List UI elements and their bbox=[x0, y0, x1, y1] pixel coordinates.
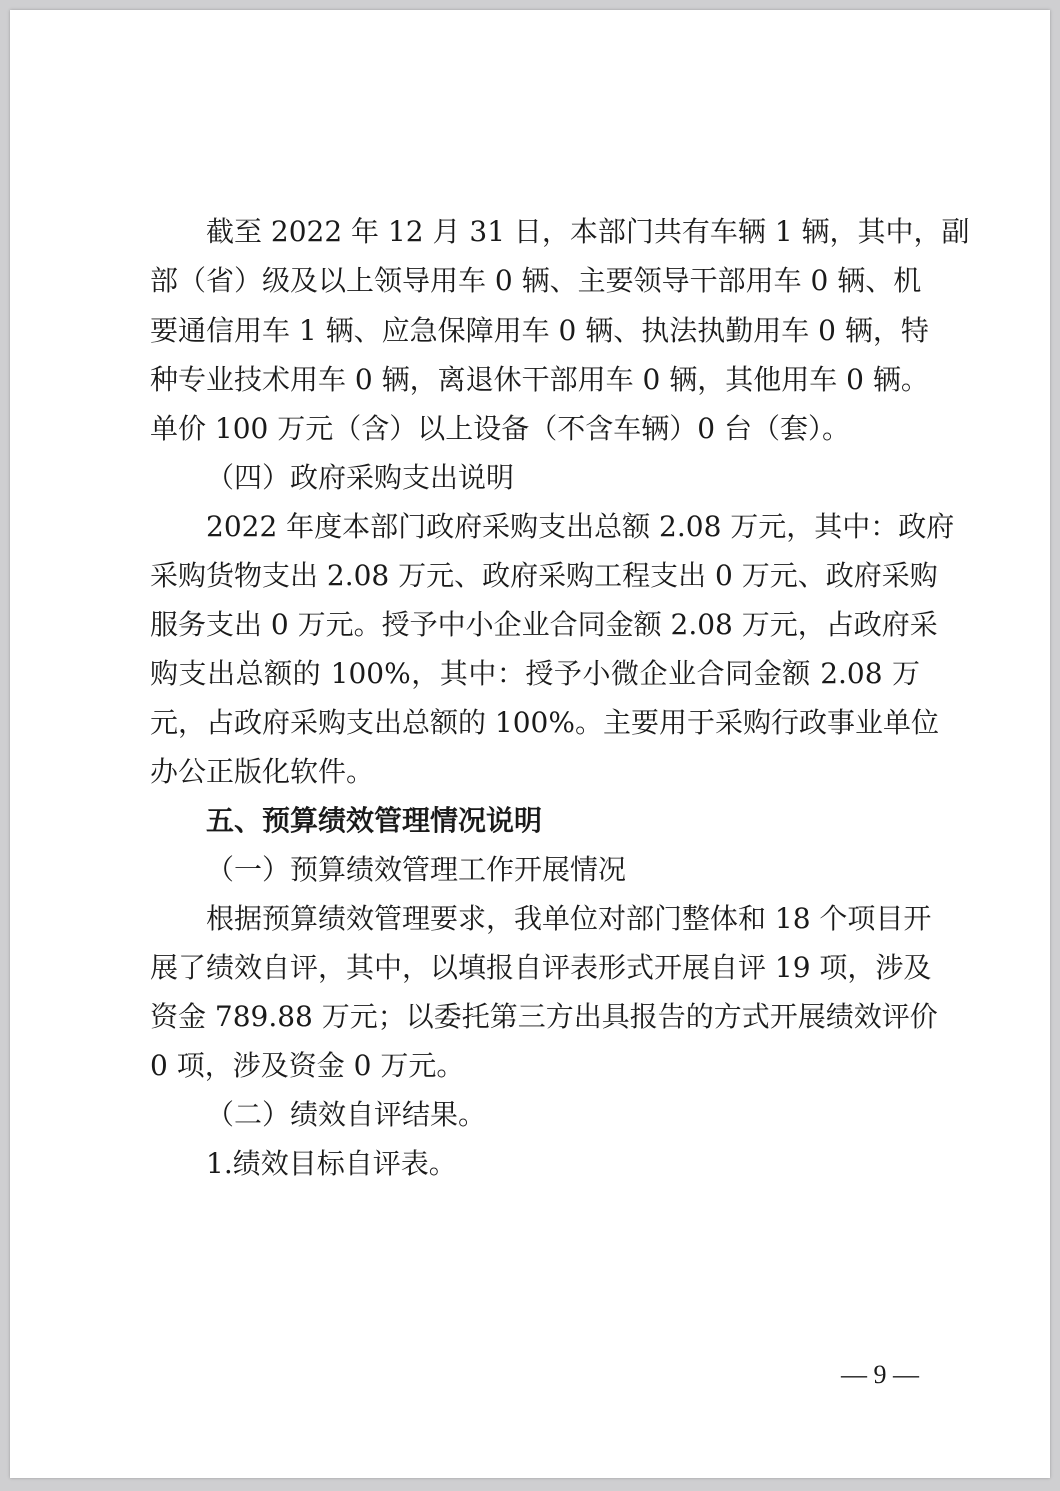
paragraph-line: 要通信用车 1 辆、应急保障用车 0 辆、执法执勤用车 0 辆，特 bbox=[150, 314, 929, 347]
section-heading-performance: 五、预算绩效管理情况说明 bbox=[206, 804, 543, 837]
paragraph-line: 采购货物支出 2.08 万元、政府采购工程支出 0 万元、政府采购 bbox=[150, 559, 938, 592]
subsection-heading-results: （二）绩效自评结果。 bbox=[206, 1098, 487, 1131]
paragraph-line: 办公正版化软件。 bbox=[150, 755, 375, 788]
paragraph-line: 截至 2022 年 12 月 31 日，本部门共有车辆 1 辆，其中，副 bbox=[206, 215, 970, 248]
list-item-self-evaluation-table: 1.绩效目标自评表。 bbox=[206, 1147, 457, 1180]
paragraph-line: 单价 100 万元（含）以上设备（不含车辆）0 台（套）。 bbox=[150, 412, 850, 445]
page-number: — 9 — bbox=[841, 1360, 919, 1389]
paragraph-line: 根据预算绩效管理要求，我单位对部门整体和 18 个项目开 bbox=[206, 902, 932, 935]
subsection-heading-work: （一）预算绩效管理工作开展情况 bbox=[206, 853, 627, 886]
paragraph-line: 种专业技术用车 0 辆，离退休干部用车 0 辆，其他用车 0 辆。 bbox=[150, 363, 929, 396]
paragraph-line: 资金 789.88 万元；以委托第三方出具报告的方式开展绩效评价 bbox=[150, 1000, 938, 1033]
paragraph-line: 部（省）级及以上领导用车 0 辆、主要领导干部用车 0 辆、机 bbox=[150, 264, 922, 297]
paragraph-line: 元，占政府采购支出总额的 100%。主要用于采购行政事业单位 bbox=[150, 706, 939, 739]
paragraph-line: 展了绩效自评，其中，以填报自评表形式开展自评 19 项，涉及 bbox=[150, 951, 932, 984]
paragraph-line: 服务支出 0 万元。授予中小企业合同金额 2.08 万元，占政府采 bbox=[150, 608, 938, 641]
section-heading-procurement: （四）政府采购支出说明 bbox=[206, 461, 515, 494]
paragraph-line: 2022 年度本部门政府采购支出总额 2.08 万元，其中：政府 bbox=[206, 510, 955, 543]
paragraph-line: 购支出总额的 100%，其中：授予小微企业合同金额 2.08 万 bbox=[150, 657, 920, 690]
paragraph-line: 0 项，涉及资金 0 万元。 bbox=[150, 1049, 465, 1082]
document-page bbox=[10, 10, 1050, 1478]
